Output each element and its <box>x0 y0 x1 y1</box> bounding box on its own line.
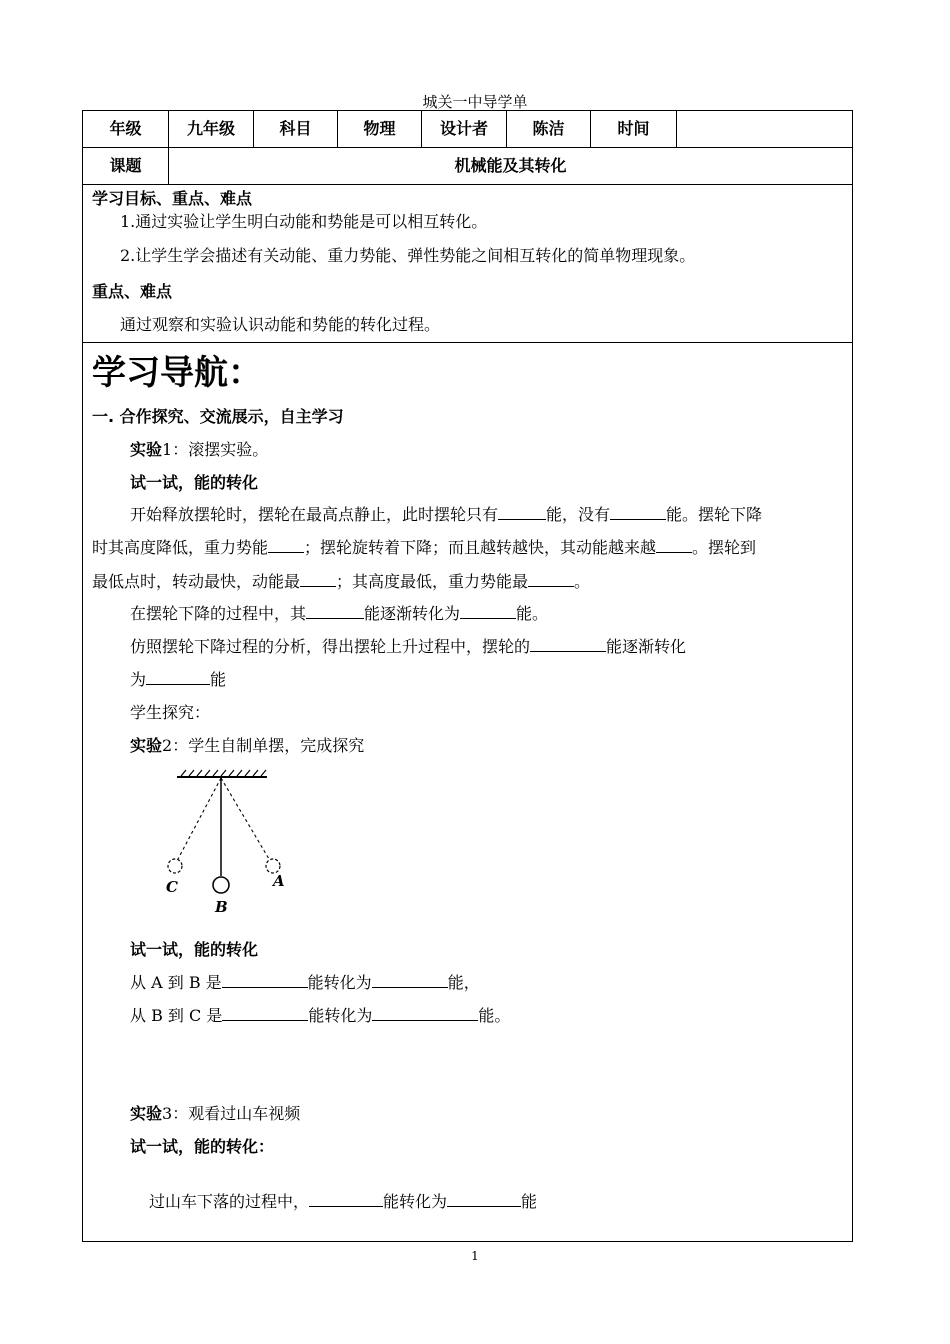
text: 最低点时，转动最快，动能最 <box>92 572 301 591</box>
student-inquiry: 学生探究： <box>130 703 211 722</box>
page-number: 1 <box>471 1249 479 1263</box>
text: 能转化为 <box>307 973 372 992</box>
text: 从 A 到 B 是 <box>130 973 222 992</box>
text: 为 <box>130 670 147 689</box>
paragraph-line-5 <box>130 634 686 657</box>
fill-blank[interactable] <box>610 505 666 520</box>
designer-value: 陈洁 <box>507 111 591 147</box>
experiment-2-line <box>130 733 364 756</box>
question-line-1 <box>130 970 480 993</box>
try-2-heading: 试一试，能的转化 <box>130 940 259 959</box>
text: ；摆轮旋转着下降；而且越转越快，其动能越来越 <box>304 538 657 557</box>
goals-section <box>83 185 852 343</box>
experiment-3-line <box>130 1101 300 1124</box>
fill-blank[interactable] <box>222 973 308 988</box>
text: 能转化为 <box>383 1192 448 1211</box>
fill-blank[interactable] <box>530 637 606 652</box>
fill-blank[interactable] <box>372 1006 478 1021</box>
goal-item-1: 1.通过实验让学生明白动能和势能是可以相互转化。 <box>120 212 488 231</box>
pendulum-bob-c <box>168 859 182 873</box>
time-label: 时间 <box>591 111 677 147</box>
text: 能。摆轮下降 <box>666 505 763 524</box>
experiment-1-text: 1：滚摆实验。 <box>162 440 269 459</box>
pendulum-bob-a <box>266 859 280 873</box>
text: 时其高度降低，重力势能 <box>92 538 269 557</box>
fill-blank[interactable] <box>268 538 304 553</box>
key-points-text: 通过观察和实验认识动能和势能的转化过程。 <box>120 315 441 334</box>
text: 能，没有 <box>546 505 611 524</box>
goals-heading: 学习目标、重点、难点 <box>92 189 253 208</box>
text: 能。 <box>478 1006 511 1025</box>
pendulum-string-a <box>221 778 269 859</box>
experiment-1-line <box>130 437 268 460</box>
experiment-1-label: 实验 <box>130 440 163 459</box>
text: 开始释放摆轮时，摆轮在最高点静止，此时摆轮只有 <box>130 505 499 524</box>
paragraph-line-4 <box>130 601 548 624</box>
text: 能 <box>210 670 227 689</box>
text: 从 B 到 C 是 <box>130 1006 223 1025</box>
text: 能转化为 <box>308 1006 373 1025</box>
label-a: A <box>273 872 285 890</box>
topic-row <box>83 148 852 185</box>
text: 能， <box>447 973 480 992</box>
pendulum-string-c <box>178 778 221 859</box>
fill-blank[interactable] <box>222 1006 308 1021</box>
text: 能逐渐转化 <box>606 637 687 656</box>
designer-label: 设计者 <box>422 111 507 147</box>
pendulum-bob-b <box>213 877 229 893</box>
text: 能逐渐转化为 <box>364 604 461 623</box>
guide-title: 学习导航： <box>92 353 262 393</box>
text: 。 <box>574 572 591 591</box>
experiment-3-label: 实验 <box>130 1104 163 1123</box>
fill-blank[interactable] <box>460 604 516 619</box>
paragraph-line-3 <box>92 569 590 592</box>
subject-label: 科目 <box>254 111 338 147</box>
experiment-3-text: 3：观看过山车视频 <box>162 1104 301 1123</box>
key-points-heading: 重点、难点 <box>92 282 173 301</box>
paragraph-line-2 <box>92 535 756 558</box>
text: 在摆轮下降的过程中，其 <box>130 604 307 623</box>
fill-blank[interactable] <box>306 604 364 619</box>
text: 能 <box>521 1192 538 1211</box>
roller-coaster-line <box>149 1189 537 1212</box>
paragraph-line-1 <box>130 502 762 525</box>
text: 。摆轮到 <box>692 538 757 557</box>
fill-blank[interactable] <box>146 670 210 685</box>
support-hatching <box>181 770 266 776</box>
pendulum-diagram <box>153 766 303 916</box>
text: 能。 <box>516 604 549 623</box>
fill-blank[interactable] <box>372 973 448 988</box>
text: ；其高度最低，重力势能最 <box>336 572 529 591</box>
experiment-2-label: 实验 <box>130 736 163 755</box>
label-b: B <box>215 898 228 916</box>
label-c: C <box>166 878 178 896</box>
worksheet-frame <box>82 110 853 1242</box>
fill-blank[interactable] <box>447 1192 521 1207</box>
grade-label: 年级 <box>83 111 169 147</box>
topic-value: 机械能及其转化 <box>454 156 567 175</box>
document-header-title: 城关一中导学单 <box>422 93 528 111</box>
info-row <box>83 111 852 148</box>
fill-blank[interactable] <box>528 572 574 587</box>
fill-blank[interactable] <box>656 538 692 553</box>
question-line-2 <box>130 1003 510 1026</box>
section-1-heading: 一. 合作探究、交流展示，自主学习 <box>92 407 344 426</box>
goal-item-2: 2.让学生学会描述有关动能、重力势能、弹性势能之间相互转化的简单物理现象。 <box>120 246 696 265</box>
fill-blank[interactable] <box>309 1192 383 1207</box>
grade-value: 九年级 <box>169 111 254 147</box>
fill-blank[interactable] <box>498 505 546 520</box>
topic-label: 课题 <box>83 148 169 184</box>
text: 过山车下落的过程中， <box>149 1192 310 1211</box>
subject-value: 物理 <box>338 111 422 147</box>
experiment-2-text: 2：学生自制单摆，完成探究 <box>162 736 365 755</box>
text: 仿照摆轮下降过程的分析，得出摆轮上升过程中，摆轮的 <box>130 637 531 656</box>
time-value <box>677 111 852 147</box>
paragraph-line-6 <box>130 667 226 690</box>
try-3-heading: 试一试，能的转化： <box>130 1137 275 1156</box>
fill-blank[interactable] <box>300 572 336 587</box>
try-1-heading: 试一试，能的转化 <box>130 473 259 492</box>
